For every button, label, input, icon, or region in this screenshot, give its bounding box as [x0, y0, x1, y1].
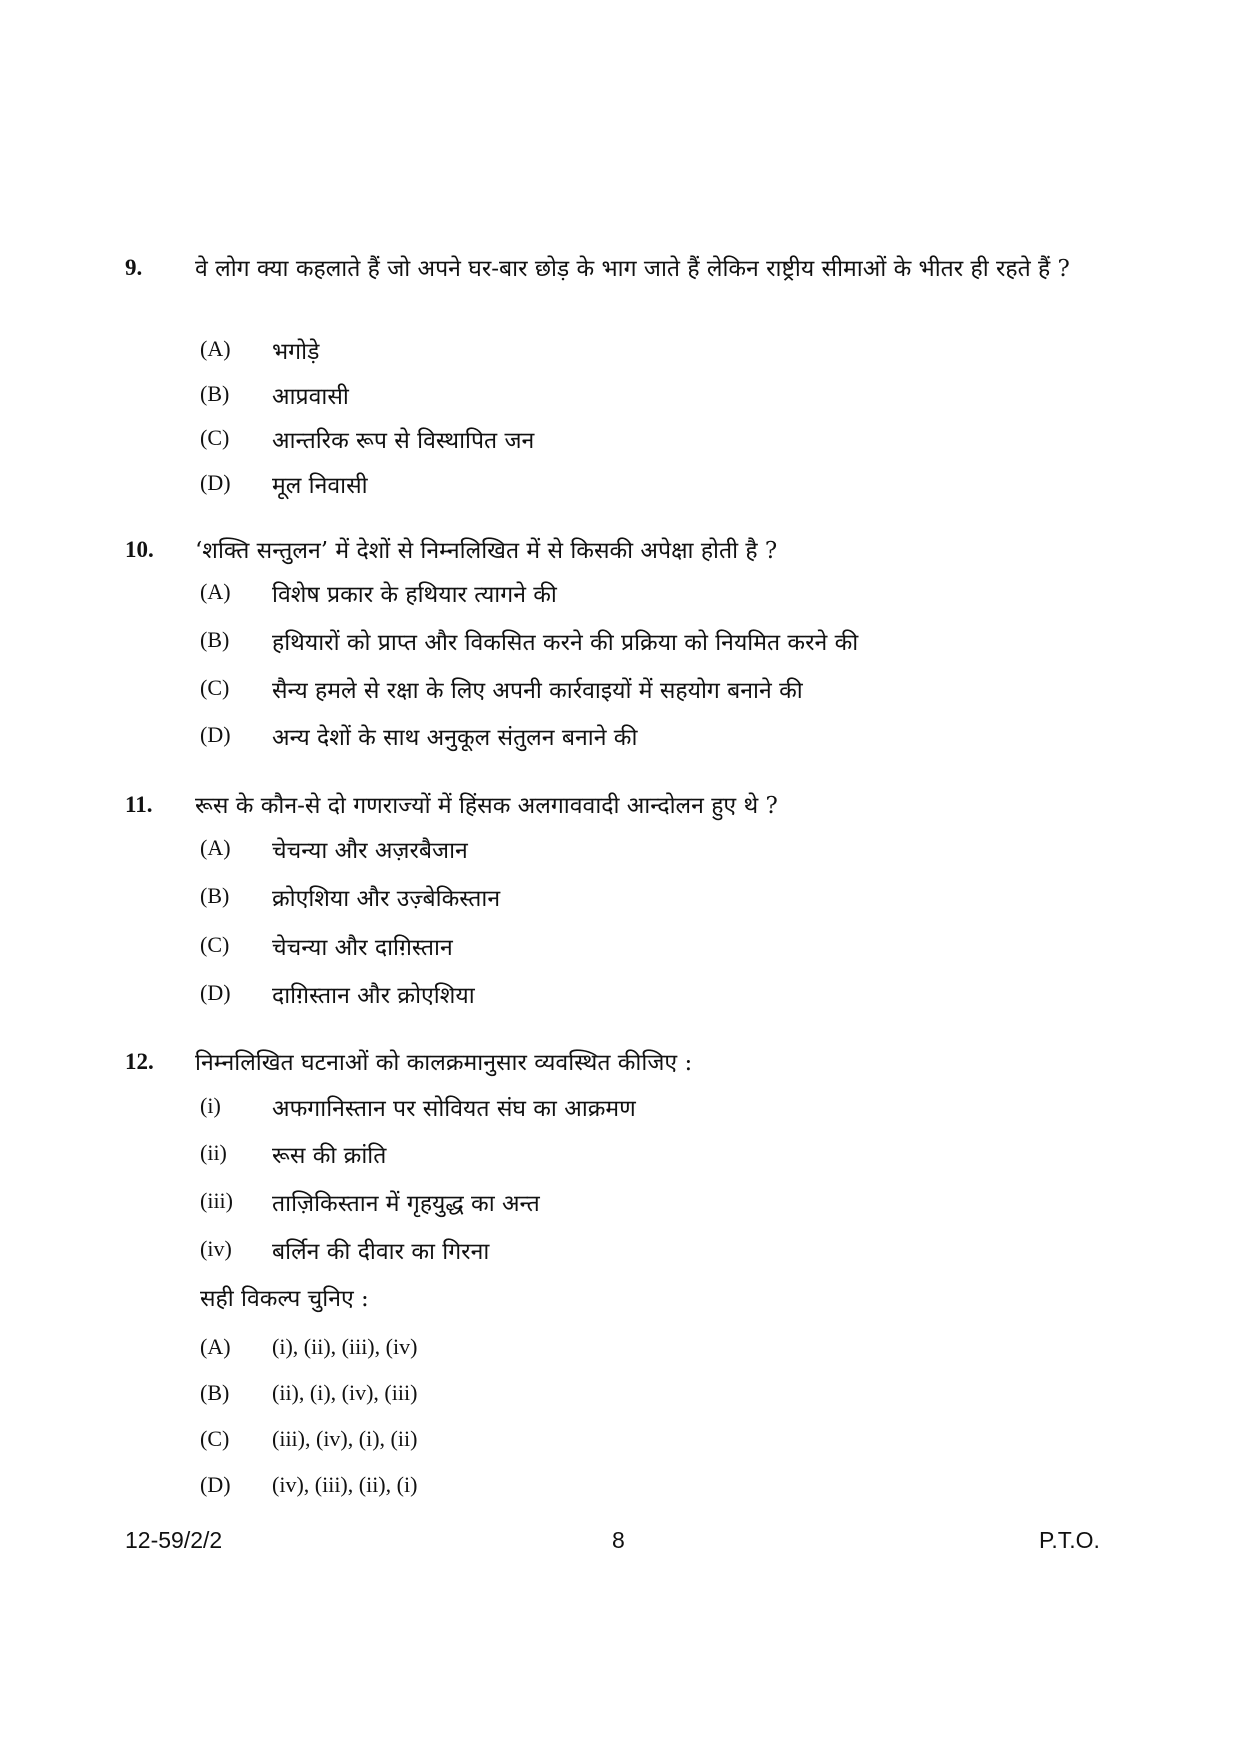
question-text: वे लोग क्या कहलाते हैं जो अपने घर-बार छोड़ के भाग जाते हैं लेकिन राष्ट्रीय सीमाओं के भीतर ही रहते हैं ?	[195, 256, 1070, 282]
event-label: (iv)	[200, 1236, 232, 1261]
option-label: (D)	[200, 980, 231, 1005]
option-text: मूल निवासी	[272, 473, 368, 499]
event-label: (i)	[200, 1093, 221, 1118]
option-label: (A)	[200, 336, 231, 361]
option-text: क्रोएशिया और उज़्बेकिस्तान	[272, 886, 501, 912]
question-number: 10.	[125, 537, 154, 562]
option-text: चेचन्या और दाग़िस्तान	[272, 935, 453, 961]
option-text: हथियारों को प्राप्त और विकसित करने की प्रक्रिया को नियमित करने की	[272, 630, 859, 656]
option-label: (B)	[200, 883, 230, 908]
option-text: भगोड़े	[272, 339, 320, 365]
option-label: (D)	[200, 722, 231, 747]
option-text: आप्रवासी	[272, 384, 349, 410]
option-label: (C)	[200, 675, 230, 700]
paper-code: 12-59/2/2	[125, 1527, 223, 1553]
option-label: (B)	[200, 627, 230, 652]
event-text: रूस की क्रांति	[272, 1143, 387, 1169]
option-label: (C)	[200, 932, 230, 957]
question-text: ‘शक्ति सन्तुलन’ में देशों से निम्नलिखित में से किसकी अपेक्षा होती है ?	[195, 538, 778, 564]
question-text: निम्नलिखित घटनाओं को कालक्रमानुसार व्यवस्थित कीजिए :	[195, 1050, 693, 1076]
event-text: बर्लिन की दीवार का गिरना	[272, 1239, 490, 1265]
event-label: (ii)	[200, 1140, 227, 1165]
question-number: 11.	[125, 792, 153, 817]
option-text: (iii), (iv), (i), (ii)	[272, 1426, 418, 1451]
question-number: 9.	[125, 255, 143, 280]
option-text: सैन्य हमले से रक्षा के लिए अपनी कार्रवाइयों में सहयोग बनाने की	[272, 678, 803, 704]
option-label: (B)	[200, 1380, 230, 1405]
option-label: (C)	[200, 425, 230, 450]
instruction-text: सही विकल्प चुनिए :	[200, 1286, 369, 1312]
option-label: (D)	[200, 1472, 231, 1497]
option-text: दाग़िस्तान और क्रोएशिया	[272, 983, 475, 1009]
option-text: (ii), (i), (iv), (iii)	[272, 1380, 418, 1405]
event-text: अफगानिस्तान पर सोवियत संघ का आक्रमण	[272, 1096, 636, 1122]
event-label: (iii)	[200, 1188, 233, 1213]
option-label: (B)	[200, 381, 230, 406]
please-turn-over: P.T.O.	[1039, 1527, 1100, 1553]
option-text: अन्य देशों के साथ अनुकूल संतुलन बनाने की	[272, 725, 638, 751]
option-label: (A)	[200, 1334, 231, 1359]
page-number: 8	[612, 1527, 625, 1553]
event-text: ताज़िकिस्तान में गृहयुद्ध का अन्त	[272, 1191, 540, 1217]
option-label: (A)	[200, 579, 231, 604]
option-text: (i), (ii), (iii), (iv)	[272, 1334, 418, 1359]
option-text: आन्तरिक रूप से विस्थापित जन	[272, 428, 535, 454]
option-label: (D)	[200, 470, 231, 495]
option-label: (A)	[200, 835, 231, 860]
question-number: 12.	[125, 1049, 154, 1074]
option-text: (iv), (iii), (ii), (i)	[272, 1472, 418, 1497]
question-text: रूस के कौन-से दो गणराज्यों में हिंसक अलगाववादी आन्दोलन हुए थे ?	[195, 793, 778, 819]
option-text: विशेष प्रकार के हथियार त्यागने की	[272, 582, 557, 608]
option-label: (C)	[200, 1426, 230, 1451]
choose-instruction	[200, 1281, 369, 1313]
option-text: चेचन्या और अज़रबैजान	[272, 838, 468, 864]
